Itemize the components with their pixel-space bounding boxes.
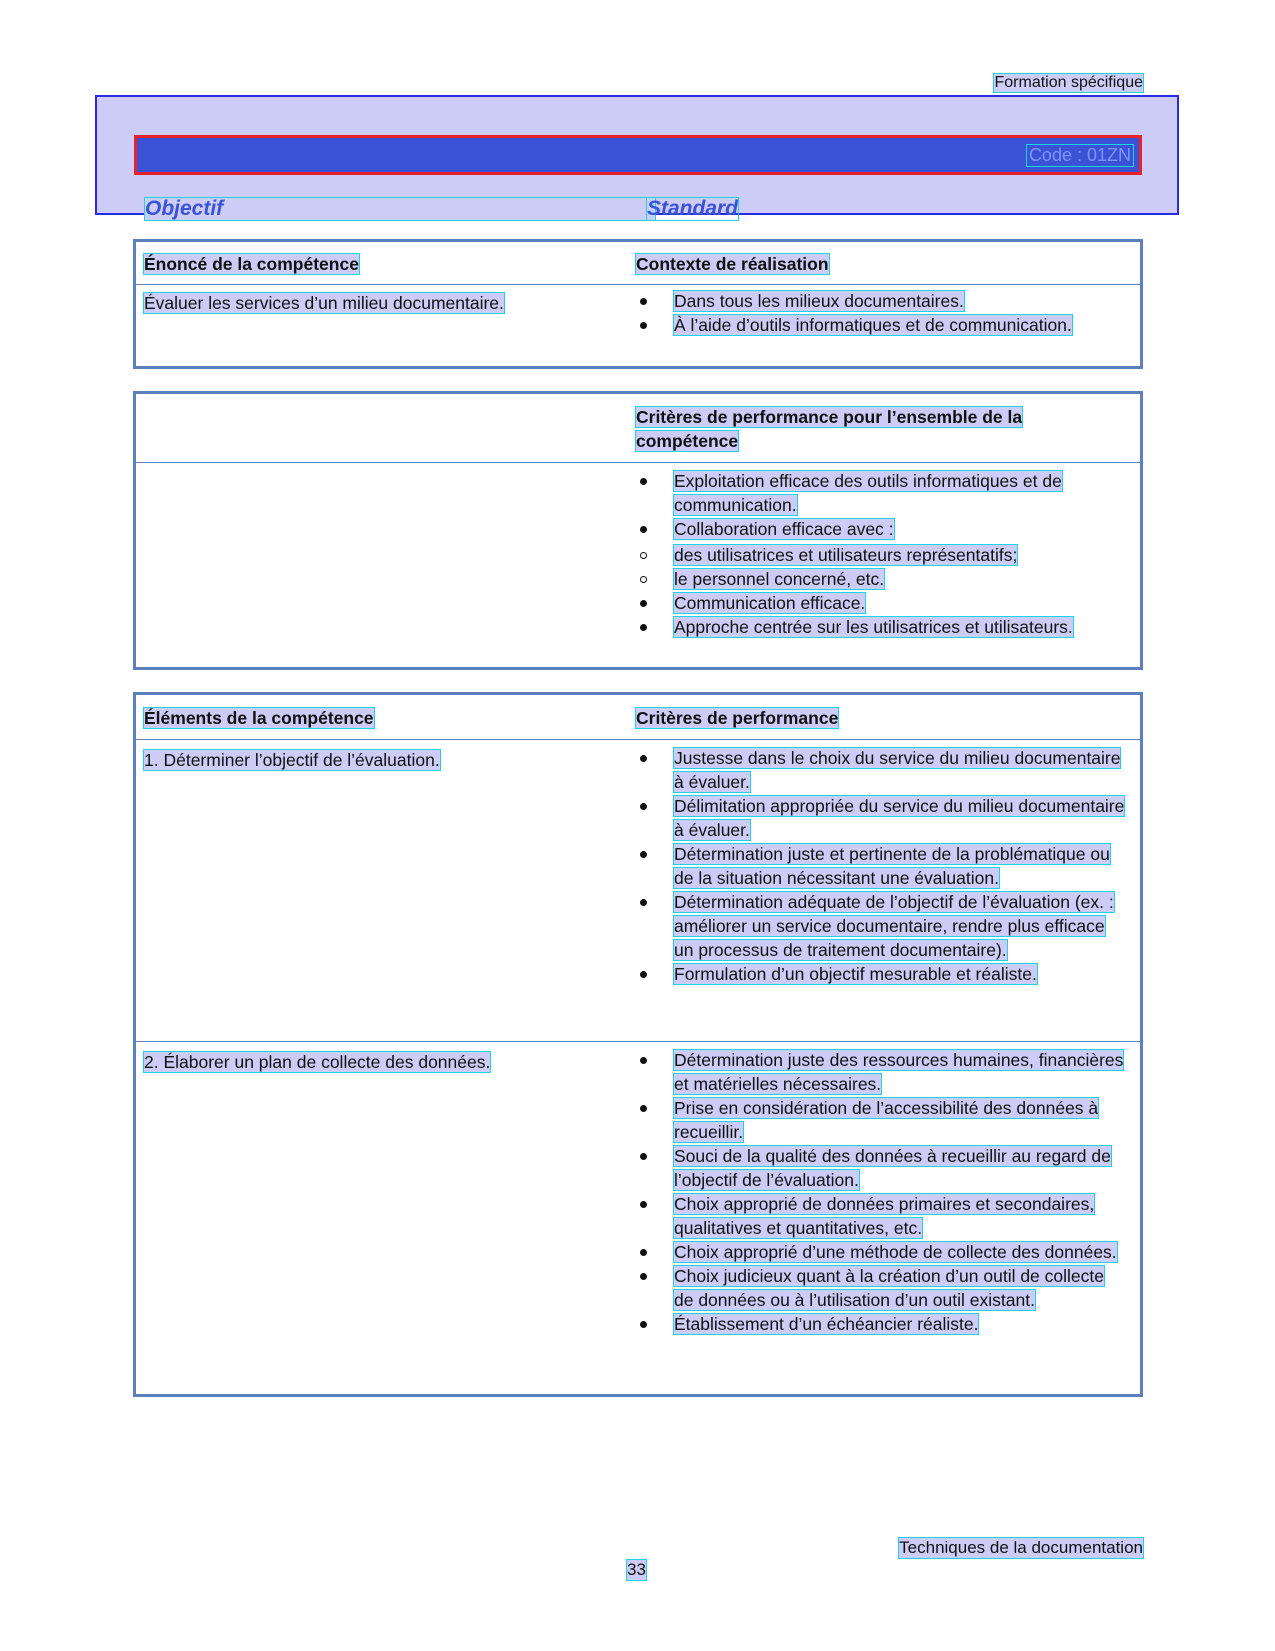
list-item: Détermination juste des ressources humaines, financières et matérielles nécessaires.: [636, 1048, 1126, 1096]
list-item: Justesse dans le choix du service du milieu documentaire à évaluer.: [636, 746, 1126, 794]
table-row: [136, 463, 1140, 665]
footer-program: Techniques de la documentation: [899, 1538, 1143, 1557]
elements-criteria-table: [133, 692, 1143, 1397]
list-item: Choix approprié de données primaires et secondaires, qualitatives et quantitatives, etc.: [636, 1192, 1126, 1240]
objectif-heading: Objectif: [145, 198, 655, 220]
page-number: 33: [627, 1560, 646, 1579]
elements-header: Éléments de la compétence: [144, 708, 374, 728]
list-item: Détermination juste et pertinente de la problématique ou de la situation nécessitant une évaluation.: [636, 842, 1126, 890]
table-row: [136, 1042, 1140, 1395]
table-header-row: [136, 695, 1140, 740]
statement-header: Énoncé de la compétence: [144, 254, 359, 274]
element-2: 2. Élaborer un plan de collecte des données.: [144, 1052, 491, 1072]
header-band: [95, 95, 1179, 220]
table-row: [136, 285, 1140, 367]
list-item: Détermination adéquate de l’objectif de l’évaluation (ex. : améliorer un service documentaire, rendre plus efficace un processus de traitement documentaire).: [636, 890, 1126, 962]
table-header-row: [136, 394, 1140, 463]
element-1: 1. Déterminer l’objectif de l’évaluation.: [144, 750, 440, 770]
overall-criteria-table: [133, 391, 1143, 670]
overall-criteria-header: Critères de performance pour l’ensemble de la compétence: [636, 407, 1023, 451]
code-bar: [134, 135, 1142, 175]
list-item: Approche centrée sur les utilisatrices et utilisateurs.: [636, 615, 1126, 639]
competency-code: Code : 01ZN: [1028, 145, 1131, 165]
list-item: Choix judicieux quant à la création d’un outil de collecte de données ou à l’utilisation d’un outil existant.: [636, 1264, 1126, 1312]
sub-list-item: le personnel concerné, etc.: [636, 567, 1126, 591]
list-item: Délimitation appropriée du service du milieu documentaire à évaluer.: [636, 794, 1126, 842]
criteria-header: Critères de performance: [636, 708, 839, 728]
list-item: Dans tous les milieux documentaires.: [636, 289, 1126, 313]
sub-list-item: des utilisatrices et utilisateurs représentatifs;: [636, 543, 1126, 567]
competency-statement-table: [133, 239, 1143, 369]
table-header-row: [136, 242, 1140, 285]
list-item: Collaboration efficace avec : des utilisatrices et utilisateurs représentatifs; le personnel concerné, etc.: [636, 517, 1126, 591]
list-item: Souci de la qualité des données à recueillir au regard de l’objectif de l’évaluation.: [636, 1144, 1126, 1192]
list-item: Établissement d’un échéancier réaliste.: [636, 1312, 1126, 1336]
context-header: Contexte de réalisation: [636, 254, 829, 274]
list-item: Exploitation efficace des outils informatiques et de communication.: [636, 469, 1126, 517]
list-item: Formulation d’un objectif mesurable et réaliste.: [636, 962, 1126, 986]
standard-heading: Standard: [647, 197, 739, 220]
competency-statement: Évaluer les services d’un milieu documentaire.: [144, 293, 504, 313]
list-item: Choix approprié d’une méthode de collecte des données.: [636, 1240, 1126, 1264]
table-row: [136, 740, 1140, 1042]
list-item: Prise en considération de l’accessibilité des données à recueillir.: [636, 1096, 1126, 1144]
section-label: Formation spécifique: [994, 74, 1143, 91]
list-item: Communication efficace.: [636, 591, 1126, 615]
list-item: À l’aide d’outils informatiques et de communication.: [636, 313, 1126, 337]
